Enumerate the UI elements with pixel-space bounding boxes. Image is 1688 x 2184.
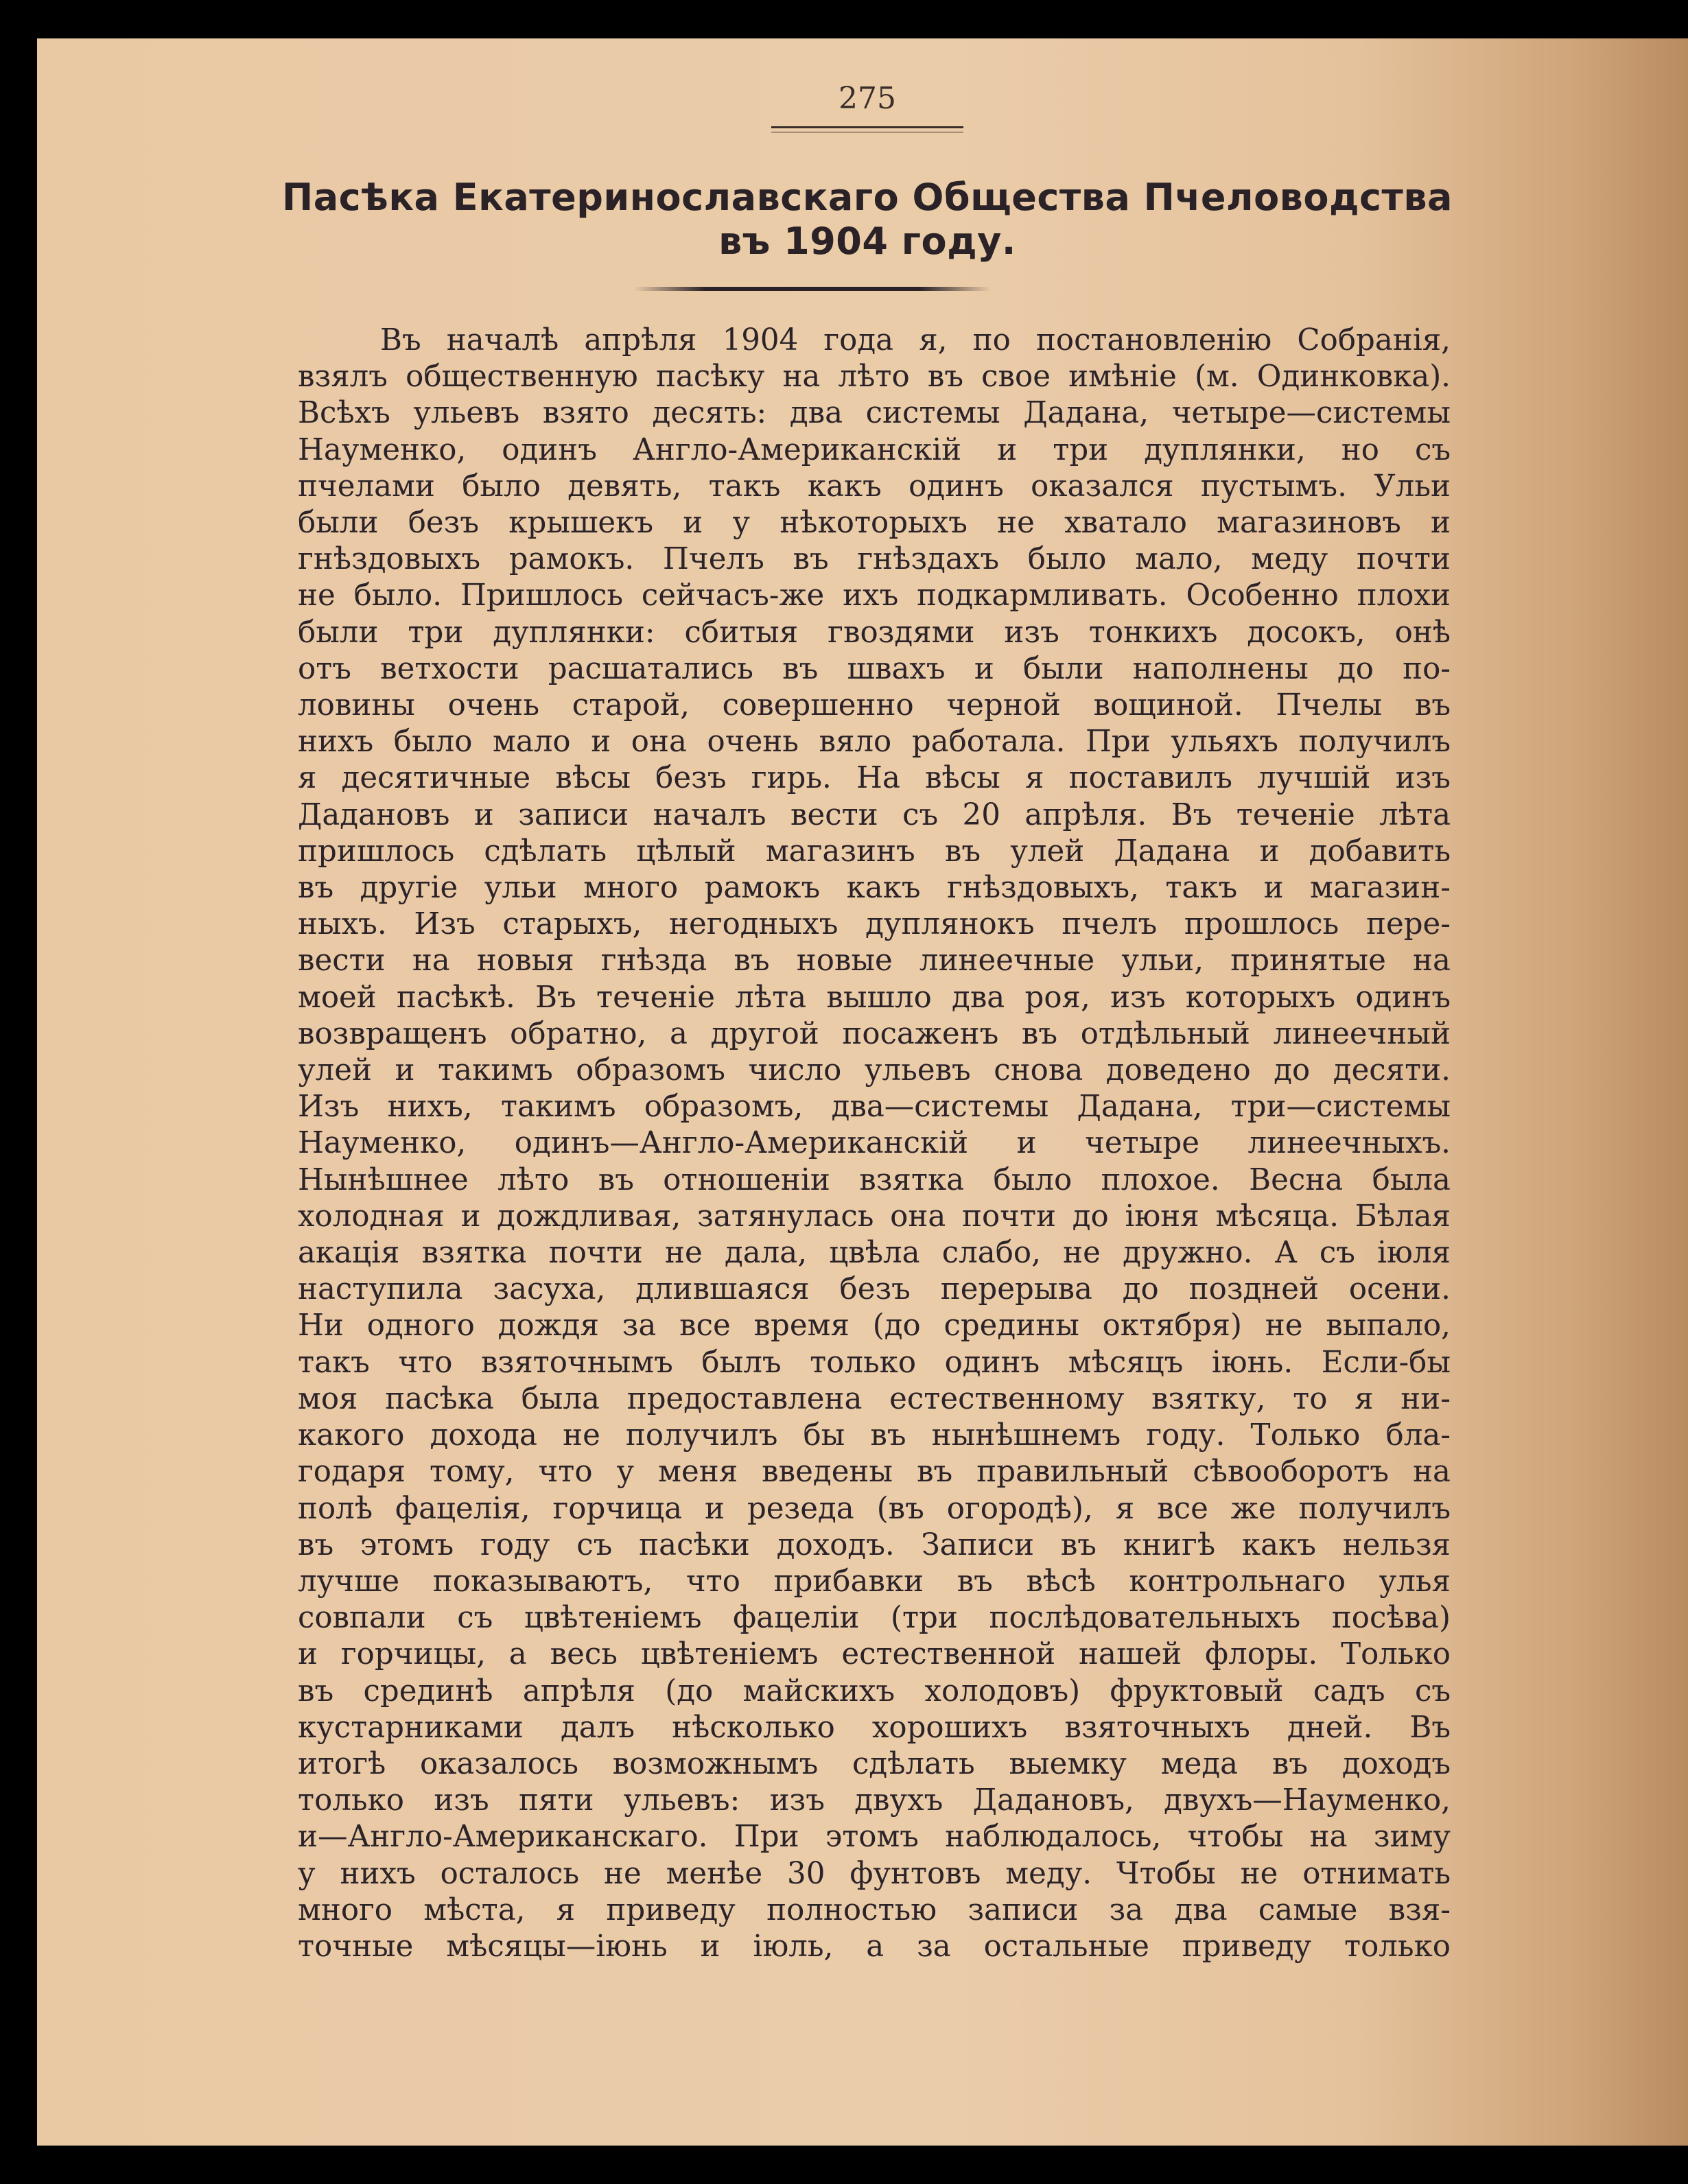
text-line: точные мѣсяцы—іюнь и іюль, а за остальные приведу только <box>298 1929 1451 1964</box>
text-line: годаря тому, что у меня введены въ правильный сѣвооборотъ на <box>298 1455 1451 1490</box>
text-line: взялъ общественную пасѣку на лѣто въ свое имѣніе (м. Одинковка). <box>298 360 1451 395</box>
text-line: Ни одного дождя за все время (до средины октября) не выпало, <box>298 1308 1451 1343</box>
text-line: Въ началѣ апрѣля 1904 года я, по постановленію Собранія, <box>380 323 1451 357</box>
text-line: ловины очень старой, совершенно черной вощиной. Пчелы въ <box>298 688 1451 723</box>
text-line: Всѣхъ ульевъ взято десять: два системы Дадана, четыре—системы <box>298 396 1451 431</box>
text-line: нихъ было мало и она очень вяло работала. При ульяхъ получилъ <box>298 725 1451 760</box>
article-title: Пасѣка Екатеринославскаго Общества Пчеловодства въ 1904 году. <box>282 176 1453 263</box>
title-divider <box>634 287 991 291</box>
text-line: были безъ крышекъ и у нѣкоторыхъ не хватало магазиновъ и <box>298 506 1451 541</box>
text-line: ныхъ. Изъ старыхъ, негодныхъ дуплянокъ пчелъ прошлось пере- <box>298 907 1451 942</box>
text-line: въ другіе ульи много рамокъ какъ гнѣздовыхъ, такъ и магазин- <box>298 871 1451 906</box>
text-line: пришлось сдѣлать цѣлый магазинъ въ улей Дадана и добавить <box>298 834 1451 869</box>
text-line: кустарниками далъ нѣсколько хорошихъ взяточныхъ дней. Въ <box>298 1710 1451 1745</box>
text-line: были три дуплянки: сбитыя гвоздями изъ тонкихъ досокъ, онѣ <box>298 615 1451 650</box>
text-line: улей и такимъ образомъ число ульевъ снова доведено до десяти. <box>298 1053 1451 1088</box>
text-line: гнѣздовыхъ рамокъ. Пчелъ въ гнѣздахъ было мало, меду почти <box>298 542 1451 577</box>
text-line: Изъ нихъ, такимъ образомъ, два—системы Дадана, три—системы <box>298 1090 1451 1125</box>
text-line: наступила засуха, длившаяся безъ перерыва до поздней осени. <box>298 1272 1451 1307</box>
book-page <box>37 38 1688 2146</box>
text-line: отъ ветхости расшатались въ швахъ и были наполнены до по- <box>298 651 1451 686</box>
text-line: Науменко, одинъ—Англо-Американскій и четыре линеечныхъ. <box>298 1126 1451 1161</box>
text-line: акація взятка почти не дала, цвѣла слабо, не дружно. А съ іюля <box>298 1236 1451 1271</box>
text-line: моей пасѣкѣ. Въ теченіе лѣта вышло два роя, изъ которыхъ одинъ <box>298 980 1451 1015</box>
text-line: какого дохода не получилъ бы въ нынѣшнемъ году. Только бла- <box>298 1418 1451 1453</box>
text-line: такъ что взяточнымъ былъ только одинъ мѣсяцъ іюнь. Если-бы <box>298 1345 1451 1380</box>
text-line: въ срединѣ апрѣля (до майскихъ холодовъ) фруктовый садъ съ <box>298 1674 1451 1709</box>
text-line: и горчицы, а весь цвѣтеніемъ естественной нашей флоры. Только <box>298 1637 1451 1672</box>
text-line: возвращенъ обратно, а другой посаженъ въ отдѣльный линеечный <box>298 1016 1451 1051</box>
text-line: итогѣ оказалось возможнымъ сдѣлать выемку меда въ доходъ <box>298 1746 1451 1781</box>
text-line: я десятичные вѣсы безъ гирь. На вѣсы я поставилъ лучшій изъ <box>298 761 1451 796</box>
article-body <box>298 322 1451 1965</box>
text-line: пчелами было девять, такъ какъ одинъ оказался пустымъ. Ульи <box>298 469 1451 504</box>
text-line: въ этомъ году съ пасѣки доходъ. Записи въ книгѣ какъ нельзя <box>298 1527 1451 1562</box>
text-line: полѣ фацелія, горчица и резеда (въ огородѣ), я все же получилъ <box>298 1491 1451 1526</box>
text-line: не было. Пришлось сейчасъ-же ихъ подкармливать. Особенно плохи <box>298 578 1451 613</box>
text-line: моя пасѣка была предоставлена естественному взятку, то я ни- <box>298 1381 1451 1416</box>
text-line: много мѣста, я приведу полностью записи за два самые взя- <box>298 1892 1451 1927</box>
page-number: 275 <box>839 81 896 116</box>
text-line: Дадановъ и записи началъ вести съ 20 апрѣля. Въ теченіе лѣта <box>298 797 1451 832</box>
text-line: холодная и дождливая, затянулась она почти до іюня мѣсяца. Бѣлая <box>298 1199 1451 1234</box>
text-line: Нынѣшнее лѣто въ отношеніи взятка было плохое. Весна была <box>298 1162 1451 1197</box>
text-line: и—Англо-Американскаго. При этомъ наблюдалось, чтобы на зиму <box>298 1820 1451 1855</box>
text-line: вести на новыя гнѣзда въ новые линеечные ульи, принятые на <box>298 943 1451 978</box>
text-line: совпали съ цвѣтеніемъ фацеліи (три послѣдовательныхъ посѣва) <box>298 1601 1451 1636</box>
text-line: только изъ пяти ульевъ: изъ двухъ Дадановъ, двухъ—Науменко, <box>298 1783 1451 1818</box>
text-line: Науменко, одинъ Англо-Американскій и три дуплянки, но съ <box>298 432 1451 467</box>
text-line: у нихъ осталось не менѣе 30 фунтовъ меду. Чтобы не отнимать <box>298 1856 1451 1891</box>
page-number-rule <box>771 126 963 132</box>
text-line: лучше показываютъ, что прибавки въ вѣсѣ контрольнаго улья <box>298 1564 1451 1599</box>
